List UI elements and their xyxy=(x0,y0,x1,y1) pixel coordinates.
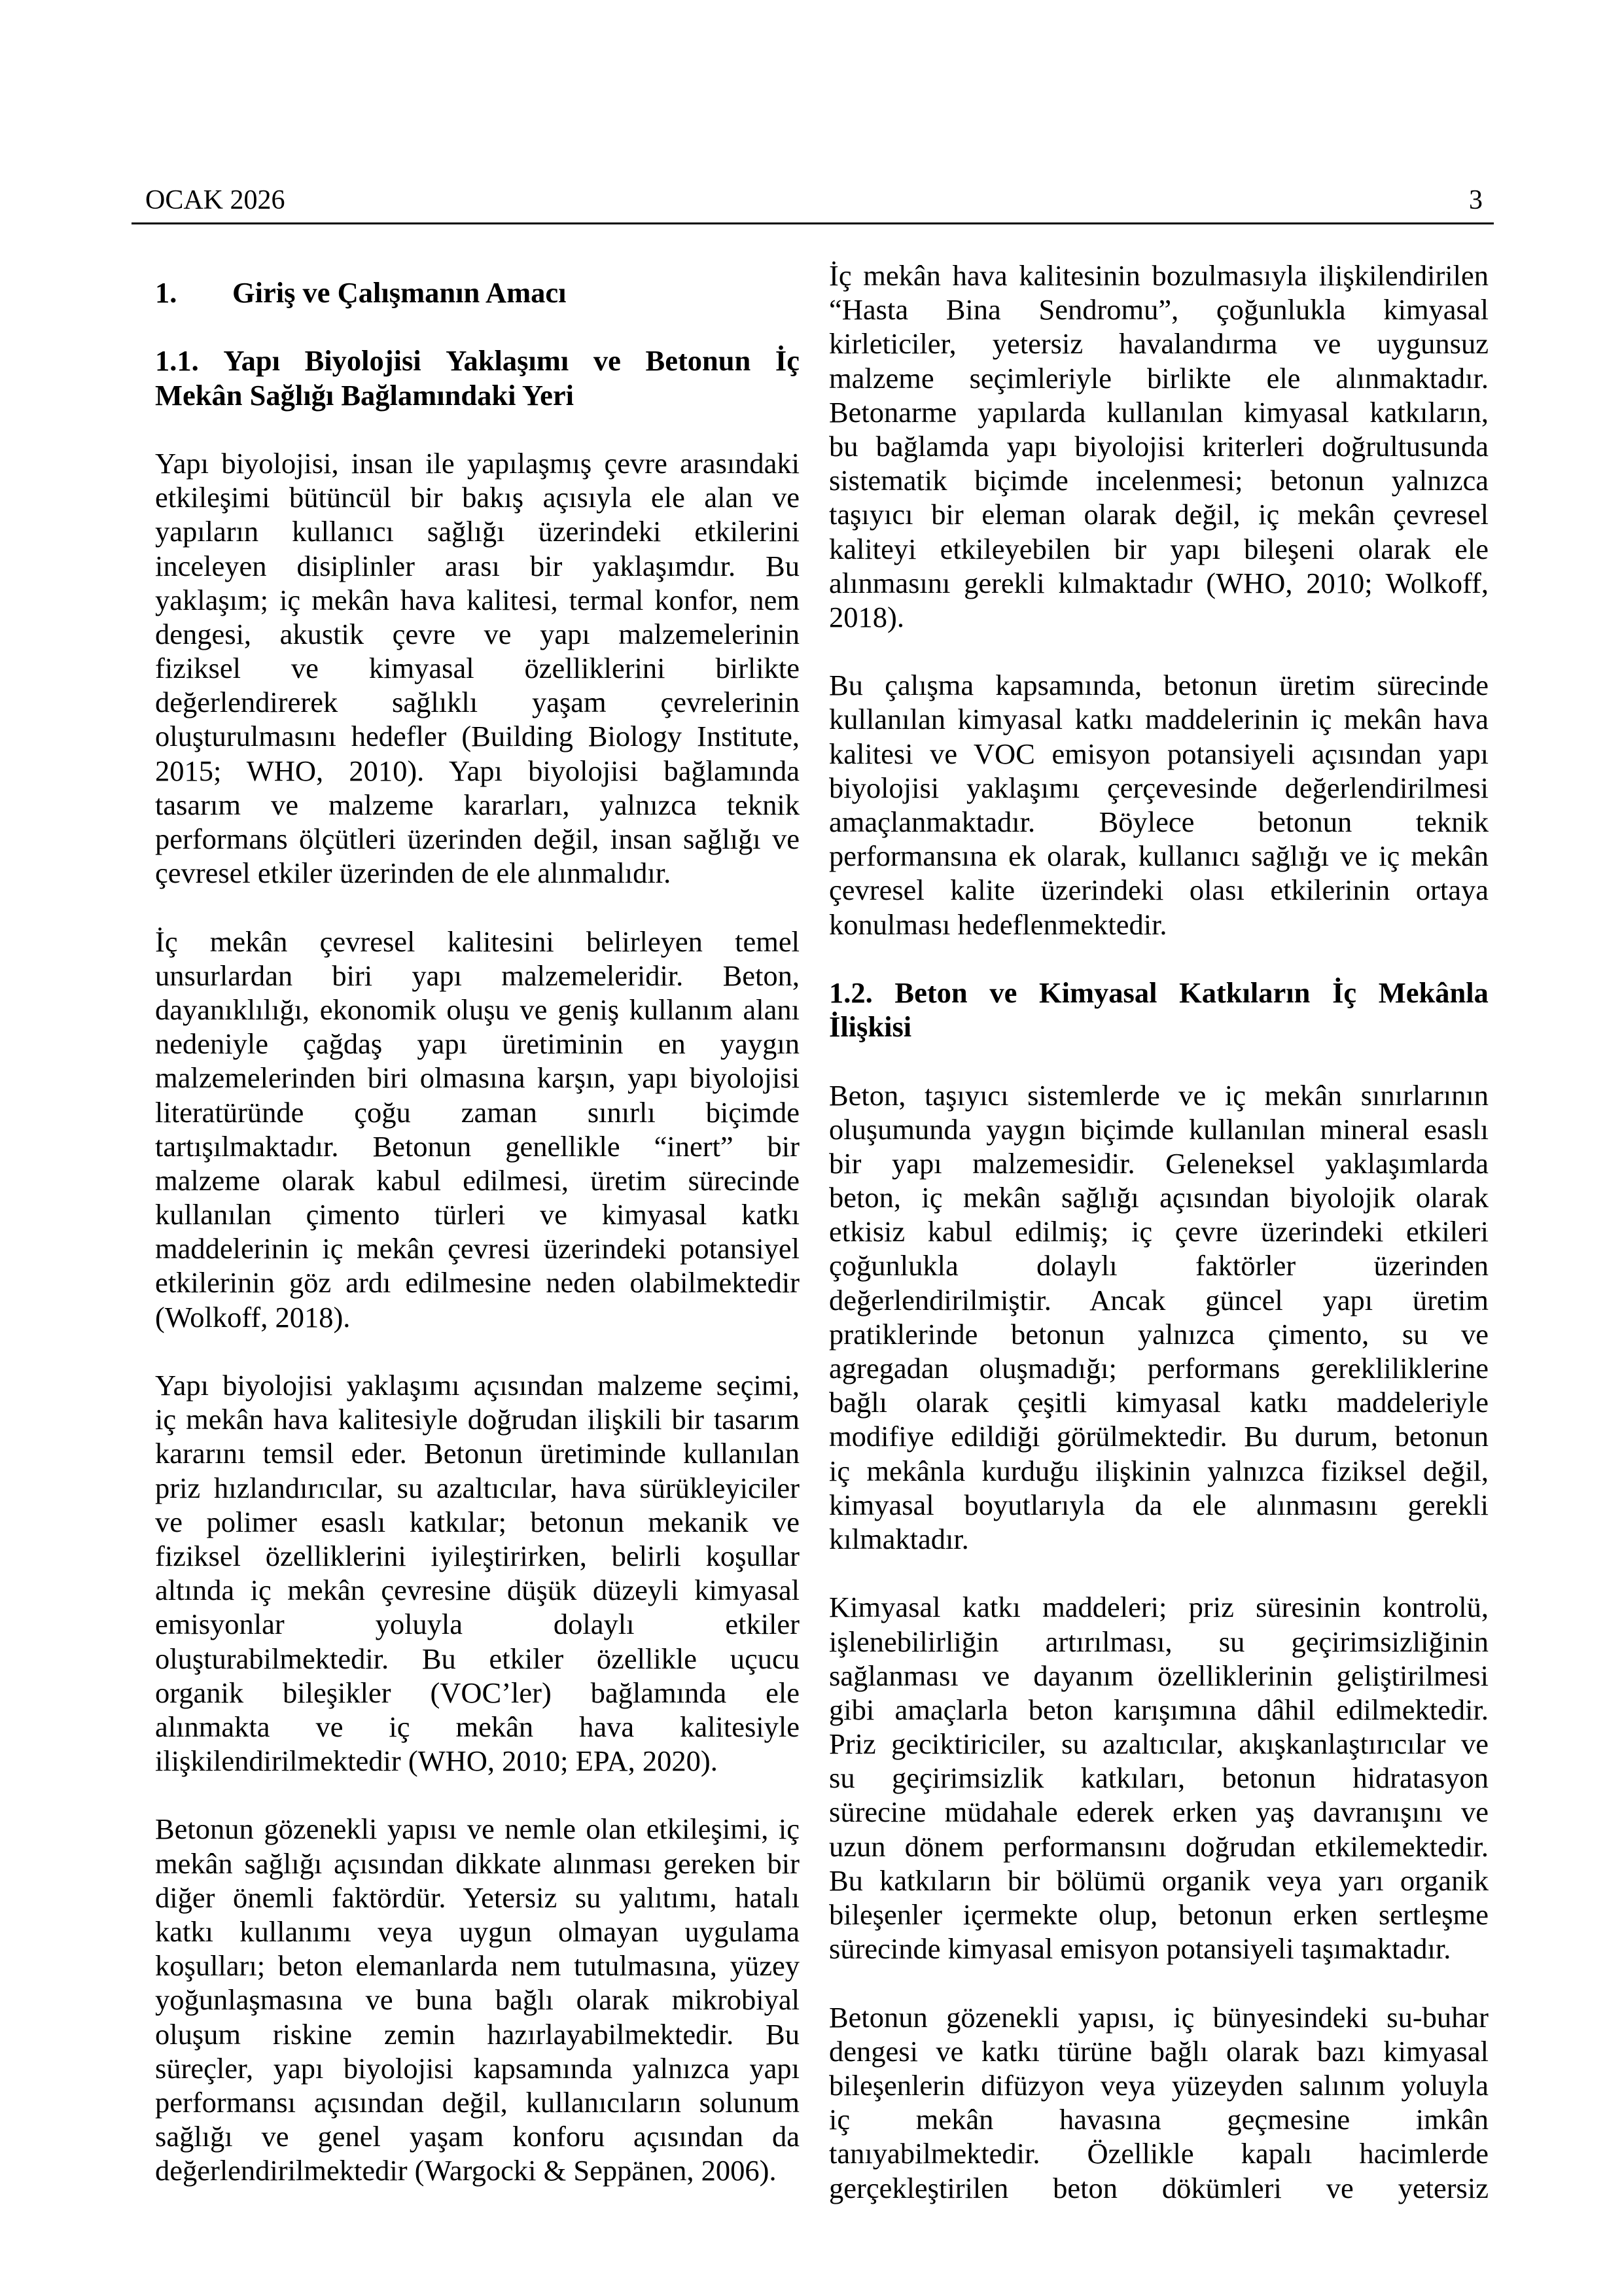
text-line: tanıyabilmektedir. Özellikle kapalı hacimlerde xyxy=(829,2137,1489,2170)
page-number: 3 xyxy=(1469,185,1483,215)
text-line: katkı kullanımı veya uygun olmayan uygulama xyxy=(155,1915,800,1948)
text-line: malzeme olarak kabul edilmesi, üretim sürecinde xyxy=(155,1163,800,1197)
text-line: bileşenler içermekte olup, betonun erken sertleşme xyxy=(829,1898,1489,1931)
text-line: kirleticiler, yetersiz havalandırma ve uygunsuz xyxy=(829,327,1489,361)
text-line: bu bağlamda yapı biyolojisi kriterleri doğrultusunda xyxy=(829,429,1489,463)
text-line: işlenebilirliğin artırılması, su geçirimsizliğinin xyxy=(829,1625,1489,1658)
text-line: Kimyasal katkı maddeleri; priz süresinin kontrolü, xyxy=(829,1591,1489,1624)
section-number: 1.1. xyxy=(155,344,199,378)
text-line: Bu çalışma kapsamında, betonun üretim sürecinde xyxy=(829,669,1489,702)
text-line: alınmasını gerekli kılmaktadır (WHO, 2010; Wolkoff, xyxy=(829,566,1489,599)
text-line: unsurlardan biri yapı malzemeleridir. Beton, xyxy=(155,959,800,992)
section-heading-1-2-line2: İlişkisi xyxy=(829,1010,912,1044)
text-line: iç mekân hava kalitesiyle doğrudan ilişkili bir tasarım xyxy=(155,1403,800,1436)
text-line: uzun dönem performansını doğrudan etkilemektedir. xyxy=(829,1829,1489,1863)
section-title: Giriş ve Çalışmanın Amacı xyxy=(232,276,567,309)
text-line: Betonarme yapılarda kullanılan kimyasal katkıların, xyxy=(829,395,1489,429)
text-line: fiziksel ve kimyasal özelliklerini birlikte xyxy=(155,652,800,685)
text-line: inceleyen disiplinler arası bir yaklaşımdır. Bu xyxy=(155,549,800,582)
text-line: priz hızlandırıcılar, su azaltıcılar, hava sürükleyiciler xyxy=(155,1471,800,1504)
text-line: çevresel kalite üzerindeki olası etkilerinin ortaya xyxy=(829,874,1489,907)
text-line: “Hasta Bina Sendromu”, çoğunlukla kimyasal xyxy=(829,293,1489,327)
text-line: alınmakta ve iç mekân hava kalitesiyle xyxy=(155,1710,800,1743)
text-line: konulması hedeflenmektedir. xyxy=(829,908,1167,941)
text-line: kullanılan kimyasal katkı maddelerinin iç mekân hava xyxy=(829,703,1489,736)
section-title-word: ve xyxy=(989,976,1017,1009)
text-line: modifiye edildiği görülmektedir. Bu durum, betonun xyxy=(829,1420,1489,1453)
section-title-word: İç xyxy=(1332,976,1357,1009)
text-line: oluşturulmasını hedefler (Building Biology Institute, xyxy=(155,720,800,753)
paragraph xyxy=(155,925,800,1334)
text-line: malzeme seçimleriyle birlikte ele alınmaktadır. xyxy=(829,361,1489,395)
text-line: bileşenlerin difüzyon veya yüzeyden salınım yoluyla xyxy=(829,2068,1489,2102)
text-line: sürecinde kimyasal emisyon potansiyeli taşımaktadır. xyxy=(829,1932,1451,1966)
text-line: oluşum riskine zemin hazırlayabilmektedir. Bu xyxy=(155,2017,800,2051)
right-body-text-2 xyxy=(829,1078,1489,2205)
page-header xyxy=(132,185,1494,224)
section-title-word: İç xyxy=(775,344,800,378)
text-line: değerlendirilmiştir. Ancak güncel yapı üretim xyxy=(829,1283,1489,1316)
section-heading-1-1 xyxy=(155,344,800,378)
text-line: iç mekân havasına geçmesine imkân xyxy=(829,2103,1489,2136)
text-line: süreçler, yapı biyolojisi kapsamında yalnızca yapı xyxy=(155,2051,800,2085)
text-line: Yapı biyolojisi yaklaşımı açısından malzeme seçimi, xyxy=(155,1369,800,1402)
text-line: oluşumunda yaygın biçimde kullanılan mineral esaslı xyxy=(829,1112,1489,1146)
text-line: sağlığı ve genel yaşam konforu açısından da xyxy=(155,2120,800,2153)
section-title-word: Katkıların xyxy=(1179,976,1311,1009)
text-line: kararını temsil eder. Betonun üretiminde kullanılan xyxy=(155,1437,800,1470)
text-line: diğer önemli faktördür. Yetersiz su yalıtımı, hatalı xyxy=(155,1881,800,1914)
text-line: sağlanması ve dayanım özelliklerinin geliştirilmesi xyxy=(829,1659,1489,1692)
text-line: koşulları; beton elemanlarda nem tutulmasına, yüzey xyxy=(155,1949,800,1983)
paragraph xyxy=(829,2000,1489,2205)
text-line: fiziksel özelliklerini iyileştirirken, belirli koşullar xyxy=(155,1539,800,1572)
text-line: Beton, taşıyıcı sistemlerde ve iç mekân sınırlarının xyxy=(829,1078,1489,1112)
text-line: performansına ek olarak, kullanıcı sağlığı ve iç mekân xyxy=(829,839,1489,873)
section-number: 1. xyxy=(155,276,177,309)
text-line: dengesi, akustik çevre ve yapı malzemelerinin xyxy=(155,617,800,650)
paragraph xyxy=(829,668,1489,942)
text-line: yoğunlaşmasına ve buna bağlı olarak mikrobiyal xyxy=(155,1983,800,2017)
section-title-word: Kimyasal xyxy=(1038,976,1157,1009)
text-line: İç mekân çevresel kalitesini belirleyen temel xyxy=(155,925,800,958)
text-line: bağlı olarak çeşitli kimyasal katkı maddeleriyle xyxy=(829,1386,1489,1419)
paragraph xyxy=(155,1368,800,1778)
text-line: biyolojisi yaklaşımı çerçevesinde değerlendirilmesi xyxy=(829,771,1489,804)
text-line: kaliteyi etkileyebilen bir yapı bileşeni olarak ele xyxy=(829,532,1489,565)
text-line: emisyonlar yoluyla dolaylı etkiler xyxy=(155,1608,800,1641)
text-line: su geçirimsizlik katkıları, betonun hidratasyon xyxy=(829,1761,1489,1795)
text-line: dengesi ve katkı türüne bağlı olarak bazı kimyasal xyxy=(829,2034,1489,2068)
paragraph xyxy=(829,1078,1489,1557)
text-line: kullanılan çimento türleri ve kimyasal katkı xyxy=(155,1198,800,1231)
left-body-text xyxy=(155,446,800,2188)
paragraph xyxy=(829,1590,1489,1966)
text-line: malzemelerinden biri olmasına karşın, yapı biyolojisi xyxy=(155,1061,800,1095)
text-line: oluşturabilmektedir. Bu etkiler özellikle uçucu xyxy=(155,1642,800,1675)
paragraph xyxy=(155,1812,800,2187)
text-line: performansı açısından değil, kullanıcıların solunum xyxy=(155,2085,800,2119)
text-line: nedeniyle çağdaş yapı üretiminin en yaygın xyxy=(155,1027,800,1061)
text-line: iç mekânla kurduğu ilişkinin yalnızca fiziksel değil, xyxy=(829,1454,1489,1487)
section-title-word: Beton xyxy=(894,976,968,1009)
text-line: kalitesi ve VOC emisyon potansiyeli açısından yapı xyxy=(829,737,1489,770)
text-line: (Wolkoff, 2018). xyxy=(155,1300,351,1333)
text-line: ilişkilendirilmektedir (WHO, 2010; EPA, 2020). xyxy=(155,1744,718,1778)
text-line: yaklaşım; iç mekân hava kalitesi, termal konfor, nem xyxy=(155,583,800,616)
text-line: taşıyıcı bir eleman olarak değil, iç mekân çevresel xyxy=(829,498,1489,531)
section-title-word: Betonun xyxy=(645,344,751,378)
text-line: kılmaktadır. xyxy=(829,1522,969,1555)
text-line: etkileşimi bütüncül bir bakış açısıyla ele alan ve xyxy=(155,481,800,514)
text-line: 2015; WHO, 2010). Yapı biyolojisi bağlamında xyxy=(155,754,800,787)
text-line: sistematik biçimde incelenmesi; betonun yalnızca xyxy=(829,464,1489,497)
text-line: amaçlanmaktadır. Böylece betonun teknik xyxy=(829,805,1489,838)
text-line: değerlendirerek sağlıklı yaşam çevrelerinin xyxy=(155,686,800,719)
section-title-word: Yapı xyxy=(223,344,280,378)
paragraph xyxy=(155,446,800,890)
left-column xyxy=(155,258,800,2188)
paragraph xyxy=(829,258,1489,634)
text-line: değerlendirilmektedir (Wargocki & Seppänen, 2006). xyxy=(155,2154,777,2187)
text-line: Priz geciktiriciler, su azaltıcılar, akışkanlaştırıcılar ve xyxy=(829,1727,1489,1761)
text-line: İç mekân hava kalitesinin bozulmasıyla ilişkilendirilen xyxy=(829,259,1489,292)
running-header-date: OCAK 2026 xyxy=(145,185,285,215)
text-line: performans ölçütleri üzerinden değil, insan sağlığı ve xyxy=(155,822,800,855)
right-column xyxy=(829,258,1489,2205)
text-line: ve polimer esaslı katkılar; betonun mekanik ve xyxy=(155,1505,800,1538)
text-line: etkilerinin göz ardı edilmesine neden olabilmektedir xyxy=(155,1266,800,1299)
section-heading-1-1-line2: Mekân Sağlığı Bağlamındaki Yeri xyxy=(155,378,574,412)
text-line: etkisiz kabul edilmiş; iç çevre üzerindeki etkileri xyxy=(829,1215,1489,1248)
text-line: agregadan oluşmadığı; performans gerekliliklerine xyxy=(829,1352,1489,1385)
text-line: mekân sağlığı açısından dikkate alınması gereken bir xyxy=(155,1846,800,1880)
section-title-word: Yaklaşımı xyxy=(446,344,569,378)
text-line: çoğunlukla dolaylı faktörler üzerinden xyxy=(829,1249,1489,1282)
text-line: Betonun gözenekli yapısı ve nemle olan etkileşimi, iç xyxy=(155,1812,800,1846)
text-line: yapıların kullanıcı sağlığı üzerindeki etkilerini xyxy=(155,515,800,548)
text-line: Betonun gözenekli yapısı, iç bünyesindeki su-buhar xyxy=(829,2000,1489,2034)
text-line: literatüründe çoğu zaman sınırlı biçimde xyxy=(155,1095,800,1129)
section-heading-1 xyxy=(155,275,800,309)
text-line: gerçekleştirilen beton dökümleri ve yetersiz xyxy=(829,2171,1489,2204)
section-number: 1.2. xyxy=(829,976,873,1009)
section-heading-1-2 xyxy=(829,976,1489,1010)
text-line: altında iç mekân çevresine düşük düzeyli kimyasal xyxy=(155,1574,800,1607)
text-line: tartışılmaktadır. Betonun genellikle “inert” bir xyxy=(155,1129,800,1163)
text-line: beton, iç mekân sağlığı açısından biyolojik olarak xyxy=(829,1181,1489,1214)
text-line: dayanıklılığı, ekonomik oluşu ve geniş kullanım alanı xyxy=(155,993,800,1026)
text-line: sürecine müdahale ederek erken yaş davranışını ve xyxy=(829,1795,1489,1829)
section-title-word: Mekânla xyxy=(1378,976,1489,1009)
text-line: organik bileşikler (VOC’ler) bağlamında ele xyxy=(155,1676,800,1709)
text-line: bir yapı malzemesidir. Geleneksel yaklaşımlarda xyxy=(829,1146,1489,1180)
text-line: çevresel etkiler üzerinden de ele alınmalıdır. xyxy=(155,857,671,890)
text-line: 2018). xyxy=(829,600,904,633)
right-body-text-1 xyxy=(829,258,1489,942)
text-line: kimyasal boyutlarıyla da ele alınmasını gerekli xyxy=(829,1488,1489,1521)
section-title-word: ve xyxy=(593,344,621,378)
text-line: maddelerinin iç mekân çevresi üzerindeki potansiyel xyxy=(155,1232,800,1265)
text-line: pratiklerinde betonun yalnızca çimento, su ve xyxy=(829,1317,1489,1351)
section-title-word: Biyolojisi xyxy=(304,344,421,378)
text-line: gibi amaçlarla beton karışımına dâhil edilmektedir. xyxy=(829,1693,1489,1726)
text-line: Yapı biyolojisi, insan ile yapılaşmış çevre arasındaki xyxy=(155,446,800,480)
text-line: Bu katkıların bir bölümü organik veya yarı organik xyxy=(829,1863,1489,1897)
text-line: tasarım ve malzeme kararları, yalnızca teknik xyxy=(155,788,800,821)
